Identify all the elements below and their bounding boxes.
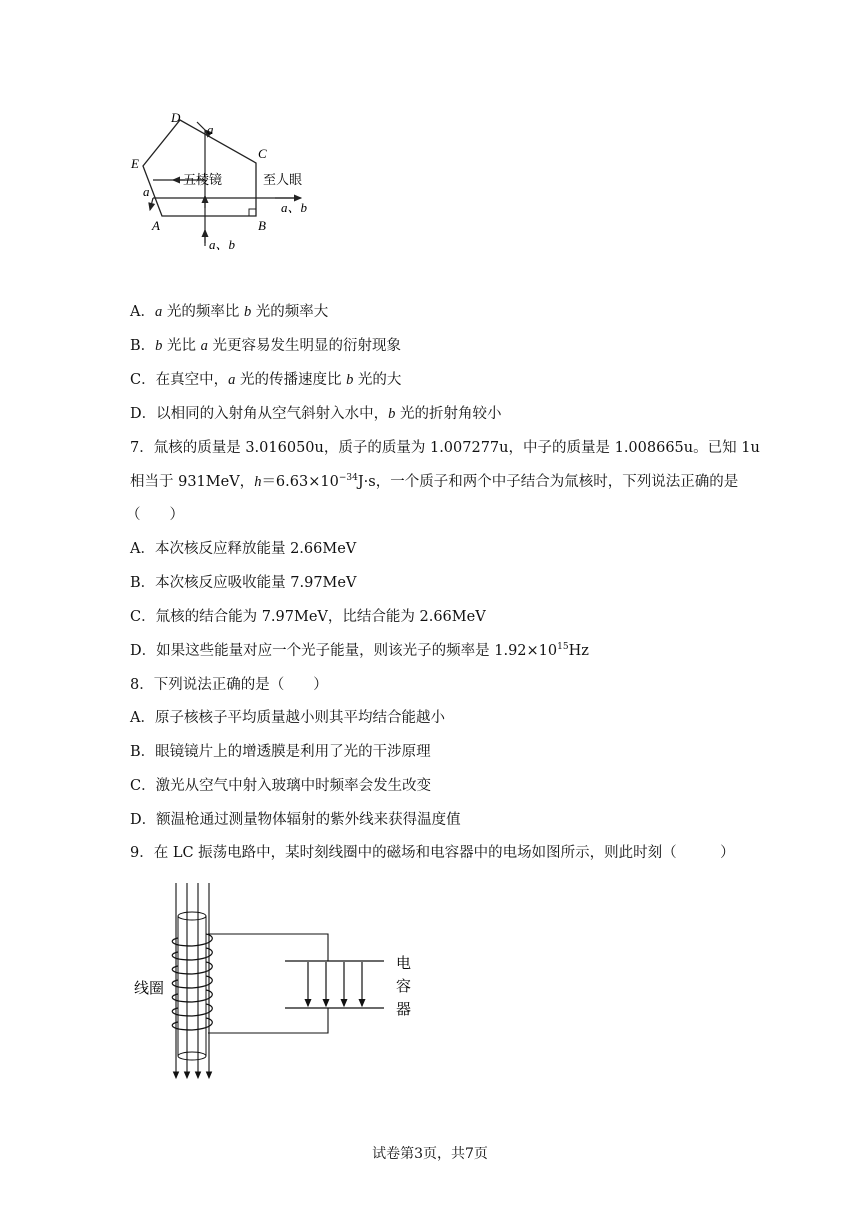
q7-option-a: A．本次核反应释放能量 2.66MeV (130, 541, 357, 557)
label-A: A (152, 218, 160, 233)
label-a-top: a (207, 122, 214, 137)
q7-option-d: D．如果这些能量对应一个光子能量，则该光子的频率是 $1.92\times 10^{15}Hz$ (130, 642, 589, 659)
q9-stem: 9．在 LC 振荡电路中，某时刻线圈中的磁场和电容器中的电场如图所示，则此时刻（ ） (130, 845, 735, 861)
pentaprism-diagram (125, 108, 335, 258)
escaping-ray-left (150, 198, 153, 210)
label-B: B (258, 218, 266, 233)
q8-option-a: A．原子核核子平均质量越小则其平均结合能越小 (130, 710, 445, 726)
lc-circuit-diagram (130, 878, 430, 1088)
q6-option-d: D．以相同的入射角从空气斜射入水中，b 光的折射角较小 (130, 406, 502, 422)
q7-option-b: B．本次核反应吸收能量 7.97MeV (130, 575, 357, 591)
q7-stem-line1: 7．氚核的质量是 3.016050u，质子的质量为 1.007277u，中子的质量是 1.008665u。已知 1u (130, 440, 760, 456)
capacitor-label-1: 电 (396, 954, 412, 972)
q8-option-d: D．额温枪通过测量物体辐射的紫外线来获得温度值 (130, 812, 461, 828)
wire-top (208, 934, 328, 961)
q7-stem-line2: 相当于 931MeV，$h=6.63\times 10^{-34}J\cdot s$，一个质子和两个中子结合为氚核时，下列说法正确的是 (130, 473, 739, 490)
q7-option-c: C．氚核的结合能为 7.97MeV，比结合能为 2.66MeV (130, 609, 486, 625)
label-D: D (171, 110, 181, 125)
label-C: C (258, 146, 267, 161)
out-rays-label: a、b (281, 200, 308, 215)
q8-stem: 8．下列说法正确的是（ ） (130, 677, 328, 693)
to-eye-label: 至人眼 (263, 173, 303, 188)
capacitor-label-3: 器 (396, 1000, 412, 1018)
q8-option-c: C．激光从空气中射入玻璃中时频率会发生改变 (130, 778, 432, 794)
prism-outline (143, 120, 256, 216)
q6-option-c: C．在真空中，a 光的传播速度比 b 光的大 (130, 372, 402, 388)
q6-option-b: B．b 光比 a 光更容易发生明显的衍射现象 (130, 338, 401, 354)
q6-option-a: A．a 光的频率比 b 光的频率大 (130, 304, 329, 320)
coil-label: 线圈 (134, 979, 165, 997)
capacitor-label-2: 容 (396, 977, 412, 995)
label-a-left: a (143, 184, 150, 199)
label-E: E (131, 156, 139, 171)
prism-name: 五棱镜 (183, 173, 223, 188)
q7-stem-line3: （ ） (126, 507, 184, 523)
wire-bottom (208, 1008, 328, 1033)
in-rays-label: a、b (209, 237, 236, 252)
escaping-ray-top (197, 122, 205, 130)
page-footer: 试卷第3页，共7页 (372, 1146, 488, 1162)
q8-option-b: B．眼镜镜片上的增透膜是利用了光的干涉原理 (130, 744, 431, 760)
